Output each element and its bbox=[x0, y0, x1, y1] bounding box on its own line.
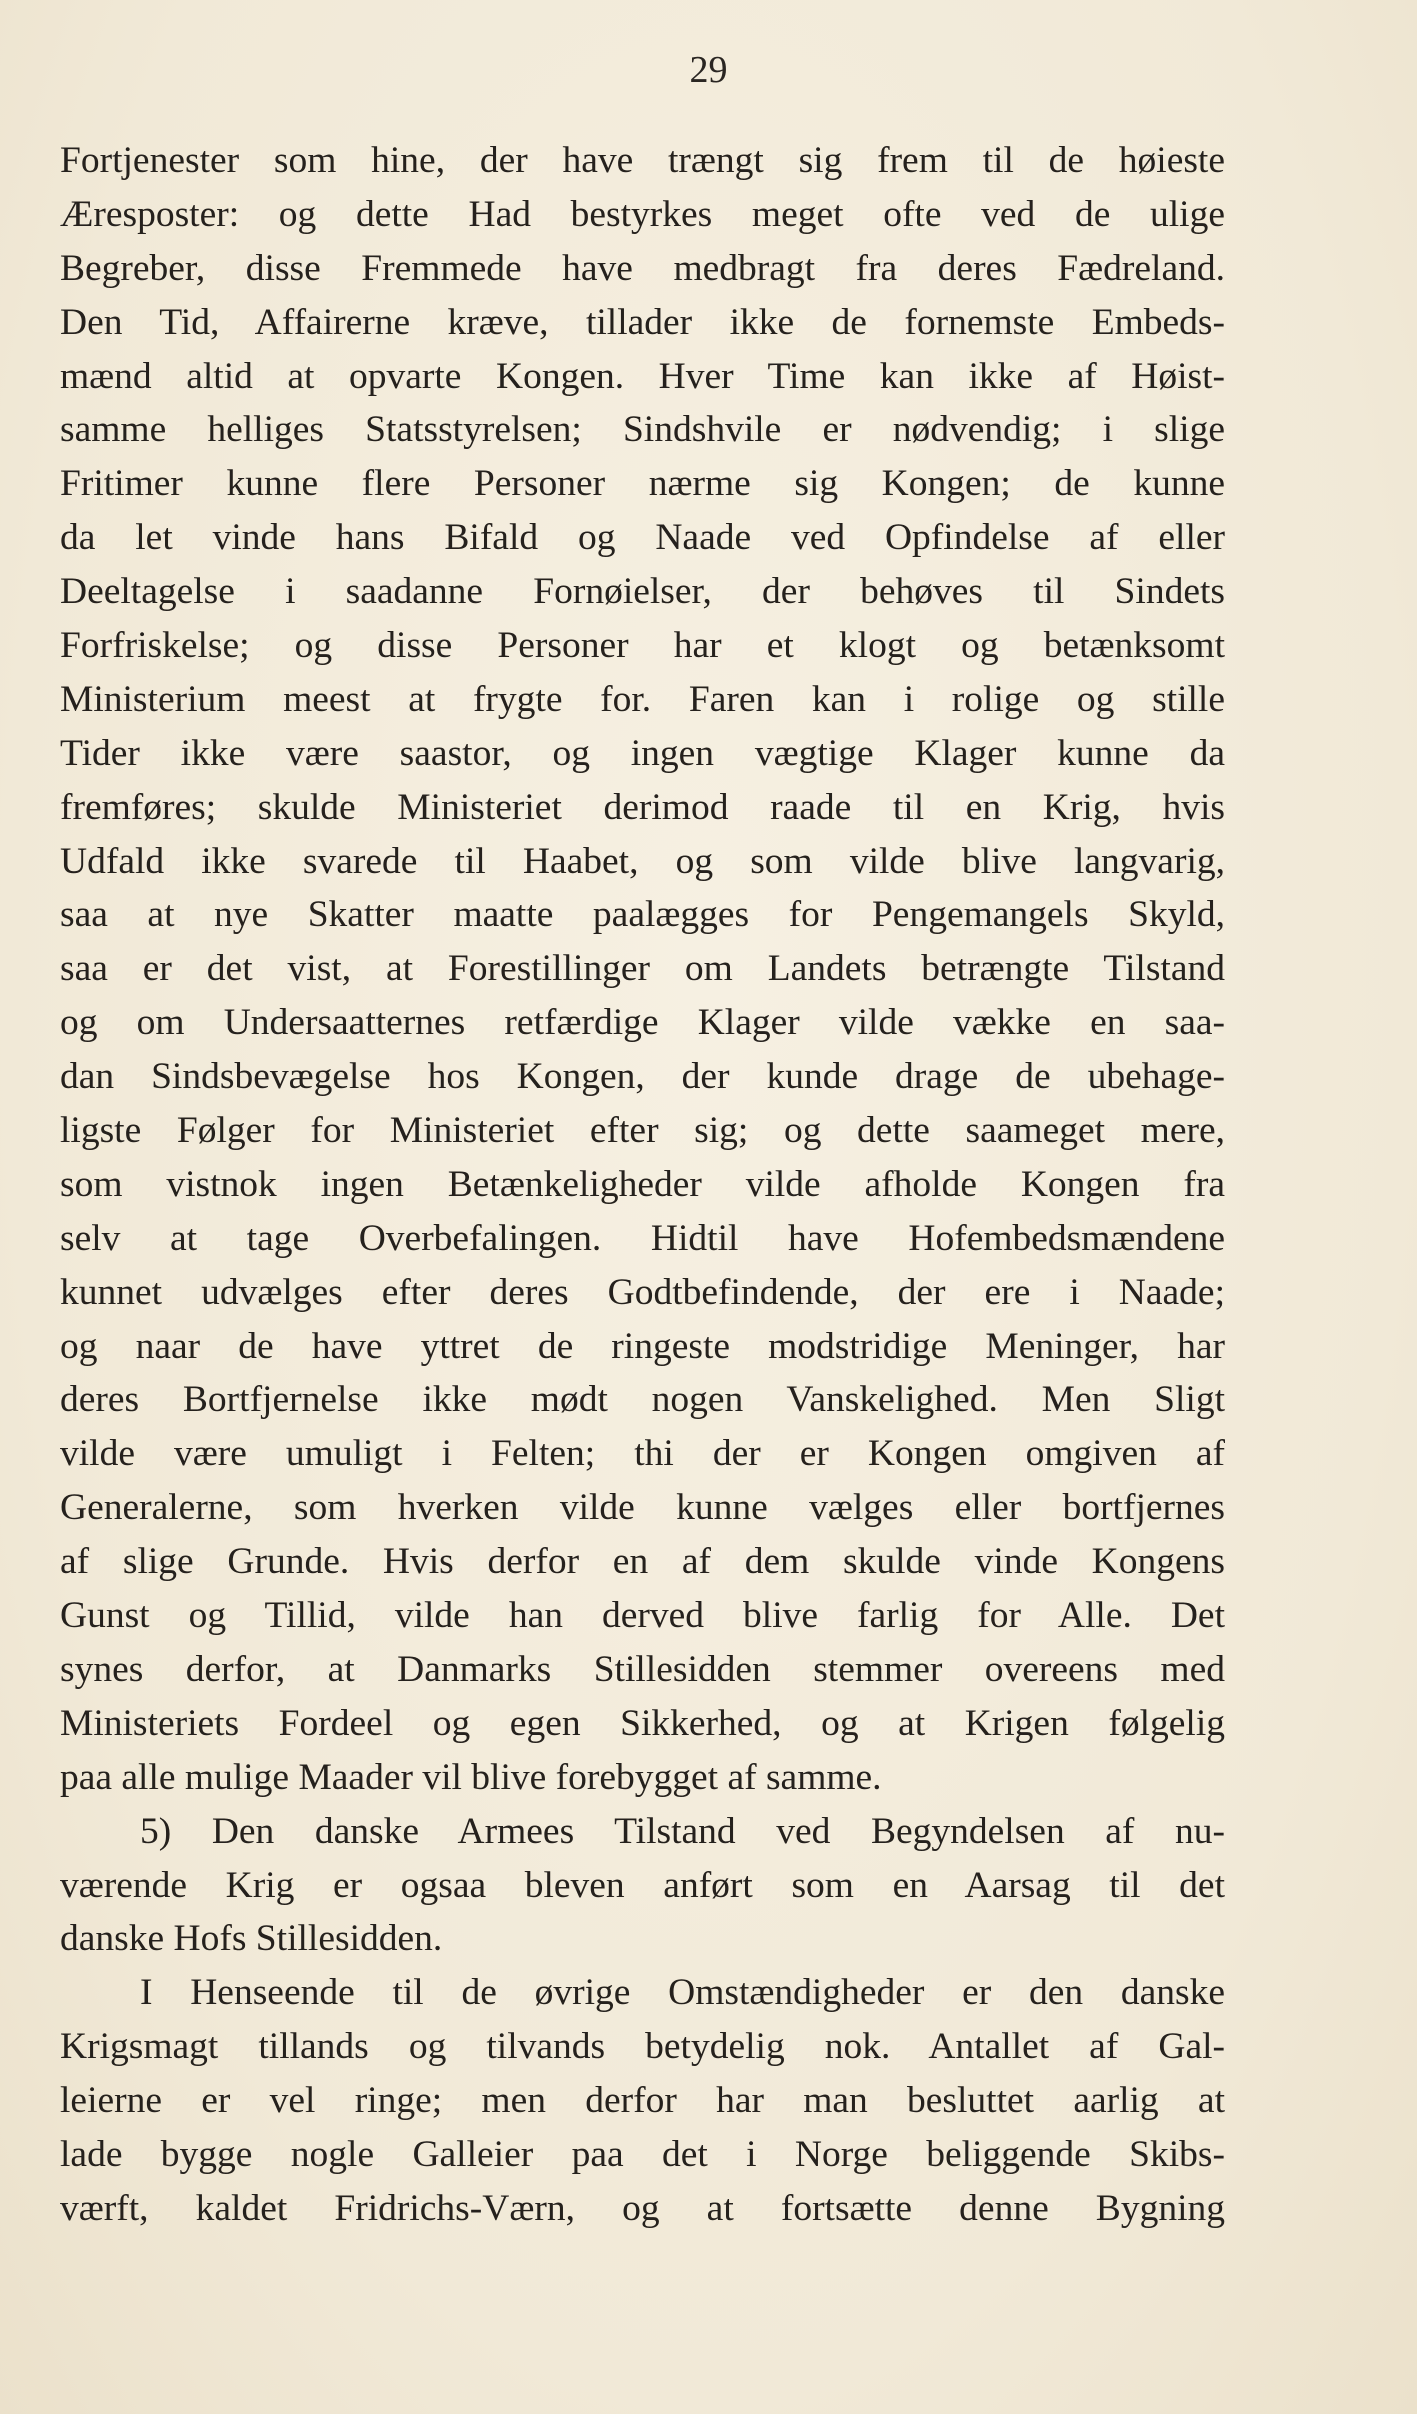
text-line: Æresposter: og dette Had bestyrkes meget ofte ved de ulige bbox=[60, 193, 1225, 235]
text-line: kunnet udvælges efter deres Godtbefindende, der ere i Naade; bbox=[60, 1271, 1225, 1313]
text-line: Fritimer kunne flere Personer nærme sig Kongen; de kunne bbox=[60, 463, 1225, 505]
text-line: deres Bortfjernelse ikke mødt nogen Vanskelighed. Men Sligt bbox=[60, 1379, 1225, 1421]
text-line: Krigsmagt tillands og tilvands betydelig nok. Antallet af Gal- bbox=[60, 2026, 1225, 2068]
text-line: Gunst og Tillid, vilde han derved blive farlig for Alle. Det bbox=[60, 1595, 1225, 1637]
text-line: mænd altid at opvarte Kongen. Hver Time kan ikke af Høist- bbox=[60, 355, 1225, 397]
text-line: som vistnok ingen Betænkeligheder vilde afholde Kongen fra bbox=[60, 1163, 1225, 1205]
text-line: og om Undersaatternes retfærdige Klager vilde vække en saa- bbox=[60, 1002, 1225, 1044]
text-line: vilde være umuligt i Felten; thi der er Kongen omgiven af bbox=[60, 1433, 1225, 1475]
text-line: værende Krig er ogsaa bleven anført som en Aarsag til det bbox=[60, 1864, 1225, 1906]
text-line: af slige Grunde. Hvis derfor en af dem skulde vinde Kongens bbox=[60, 1541, 1225, 1583]
text-line: Ministerium meest at frygte for. Faren kan i rolige og stille bbox=[60, 678, 1225, 720]
text-line: Begreber, disse Fremmede have medbragt fra deres Fædreland. bbox=[60, 247, 1225, 289]
text-line: danske Hofs Stillesidden. bbox=[60, 1918, 443, 1960]
text-line: leierne er vel ringe; men derfor har man besluttet aarlig at bbox=[60, 2080, 1225, 2122]
text-line: Fortjenester som hine, der have trængt sig frem til de høieste bbox=[60, 140, 1225, 181]
text-line: lade bygge nogle Galleier paa det i Norge beliggende Skibs- bbox=[60, 2133, 1225, 2175]
text-line: dan Sindsbevægelse hos Kongen, der kunde drage de ubehage- bbox=[60, 1056, 1225, 1098]
text-line: 5) Den danske Armees Tilstand ved Begyndelsen af nu- bbox=[140, 1810, 1225, 1852]
text-line: fremføres; skulde Ministeriet derimod raade til en Krig, hvis bbox=[60, 786, 1225, 828]
text-line: Deeltagelse i saadanne Fornøielser, der behøves til Sindets bbox=[60, 571, 1225, 613]
text-line: paa alle mulige Maader vil blive forebygget af samme. bbox=[60, 1756, 882, 1798]
text-line: saa at nye Skatter maatte paalægges for Pengemangels Skyld, bbox=[60, 894, 1225, 936]
body-text bbox=[60, 134, 1225, 2236]
text-line: værft, kaldet Fridrichs-Værn, og at fortsætte denne Bygning bbox=[60, 2187, 1225, 2229]
text-line: Forfriskelse; og disse Personer har et klogt og betænksomt bbox=[60, 625, 1225, 667]
text-line: ligste Følger for Ministeriet efter sig; og dette saameget mere, bbox=[60, 1110, 1225, 1152]
text-line: da let vinde hans Bifald og Naade ved Opfindelse af eller bbox=[60, 517, 1225, 559]
text-line: Generalerne, som hverken vilde kunne vælges eller bortfjernes bbox=[60, 1487, 1225, 1529]
text-line: og naar de have yttret de ringeste modstridige Meninger, har bbox=[60, 1325, 1225, 1367]
text-line: Ministeriets Fordeel og egen Sikkerhed, og at Krigen følgelig bbox=[60, 1702, 1225, 1744]
text-line: Tider ikke være saastor, og ingen vægtige Klager kunne da bbox=[60, 732, 1225, 774]
text-line: I Henseende til de øvrige Omstændigheder er den danske bbox=[140, 1972, 1225, 2014]
text-line: Udfald ikke svarede til Haabet, og som vilde blive langvarig, bbox=[60, 840, 1225, 882]
text-line: Den Tid, Affairerne kræve, tillader ikke de fornemste Embeds- bbox=[60, 301, 1225, 343]
text-line: selv at tage Overbefalingen. Hidtil have Hofembedsmændene bbox=[60, 1217, 1225, 1259]
page-number: 29 bbox=[689, 49, 728, 91]
text-line: samme helliges Statsstyrelsen; Sindshvile er nødvendig; i slige bbox=[60, 409, 1225, 451]
text-line: synes derfor, at Danmarks Stillesidden stemmer overeens med bbox=[60, 1648, 1225, 1690]
text-line: saa er det vist, at Forestillinger om Landets betrængte Tilstand bbox=[60, 948, 1225, 990]
